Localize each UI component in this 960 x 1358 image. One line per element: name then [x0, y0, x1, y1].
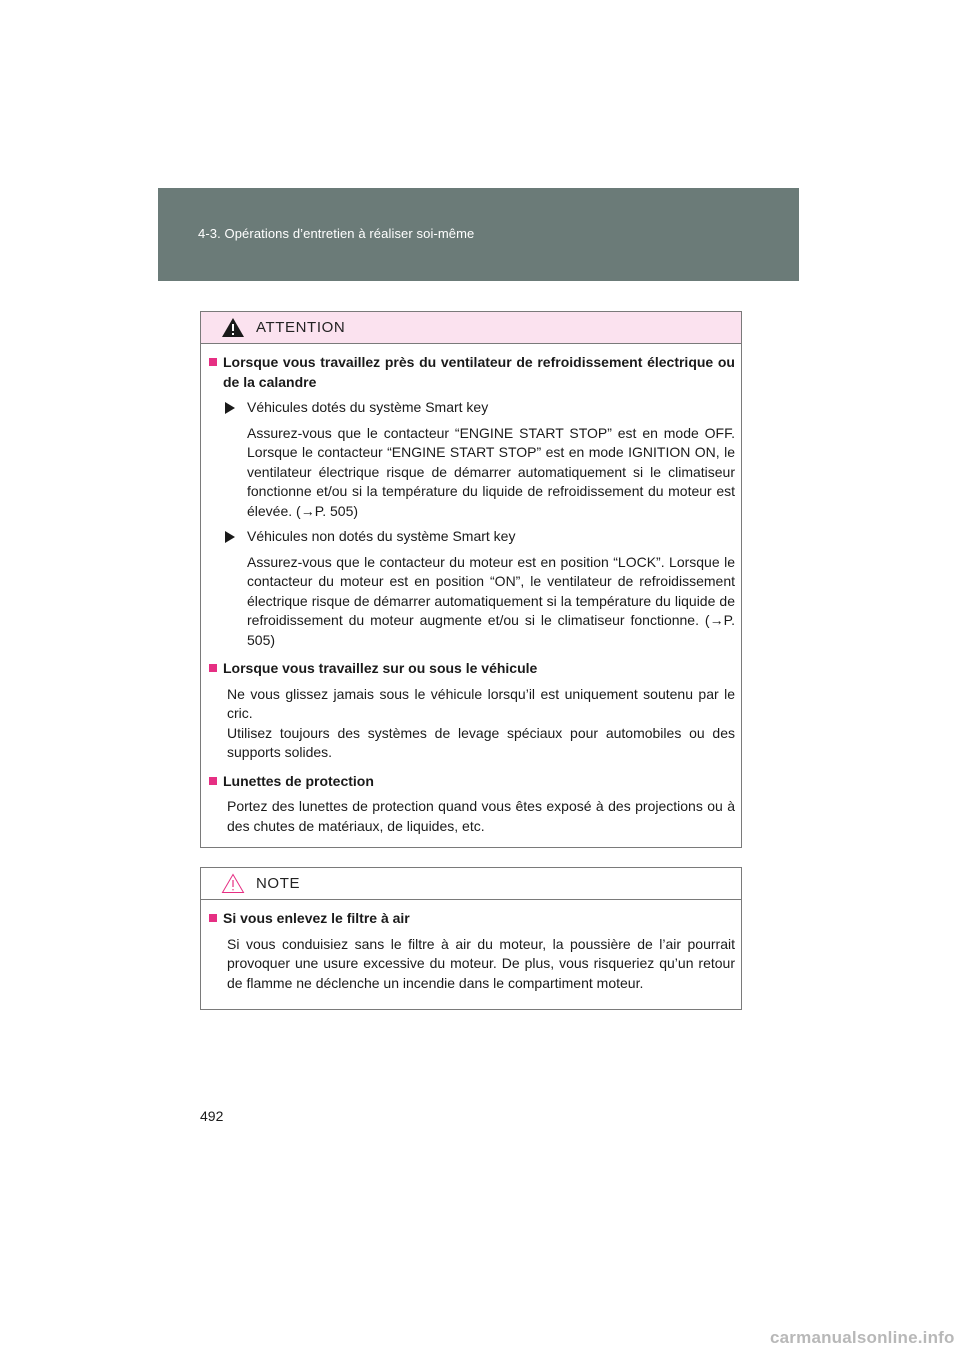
- paragraph: Si vous conduisiez sans le filtre à air du moteur, la poussière de l’air pourrait provoquer une usure excessive du moteur. De plus, vous risqueriez qu’un retour de flamme ne déclenche un incendie dans le compartiment moteur.: [227, 935, 735, 991]
- section-heading: Lunettes de protection: [209, 772, 735, 792]
- square-bullet-icon: [209, 914, 217, 922]
- warning-icon: [221, 317, 245, 338]
- section-heading: Lorsque vous travaillez sur ou sous le véhicule: [209, 659, 735, 679]
- caution-outline-icon: [221, 873, 245, 894]
- square-bullet-icon: [209, 777, 217, 785]
- note-body: [201, 900, 741, 993]
- square-bullet-icon: [209, 664, 217, 672]
- square-bullet-icon: [209, 358, 217, 366]
- paragraph: Assurez-vous que le contacteur “ENGINE START STOP” est en mode OFF. Lorsque le contacteur “ENGINE START STOP” est en mode IGNITION ON, le ventilateur électrique risque de démarrer automatiquement si le climatiseur fonctionne et/ou si la température du liquide de refroidissement du moteur est élevée. (→P. 505): [247, 424, 735, 519]
- paragraph: Ne vous glissez jamais sous le véhicule lorsqu’il est uniquement soutenu par le cric. Utilisez toujours des systèmes de levage spéciaux pour automobiles ou des supports solides.: [227, 685, 735, 760]
- attention-body: [201, 344, 741, 836]
- triangle-bullet-icon: [225, 402, 235, 414]
- note-header: [201, 868, 741, 900]
- section-title: 4-3. Opérations d’entretien à réaliser soi-même: [198, 226, 475, 241]
- list-item: Véhicules dotés du système Smart key: [225, 398, 735, 418]
- watermark: carmanualsonline.info: [770, 1328, 955, 1347]
- attention-box: [200, 311, 742, 848]
- section-heading: Lorsque vous travaillez près du ventilateur de refroidissement électrique ou de la calandre: [209, 353, 735, 392]
- list-item: Véhicules non dotés du système Smart key: [225, 527, 735, 547]
- section-header-band: [158, 188, 799, 281]
- attention-title: ATTENTION: [256, 319, 346, 336]
- paragraph: Portez des lunettes de protection quand vous êtes exposé à des projections ou à des chutes de matériaux, de liquides, etc.: [227, 798, 735, 834]
- page-number: 492: [200, 1108, 224, 1124]
- note-box: [200, 867, 742, 1010]
- section-heading: Si vous enlevez le filtre à air: [209, 909, 735, 929]
- triangle-bullet-icon: [225, 531, 235, 543]
- paragraph: Assurez-vous que le contacteur du moteur est en position “LOCK”. Lorsque le contacteur du moteur est en position “ON”, le ventilateur de refroidissement électrique risque de démarrer automatiquement si la température du liquide de refroidissement du moteur augmente et/ou si le climatiseur fonctionne. (→P. 505): [247, 553, 735, 648]
- note-title: NOTE: [256, 875, 301, 892]
- attention-header: [201, 312, 741, 344]
